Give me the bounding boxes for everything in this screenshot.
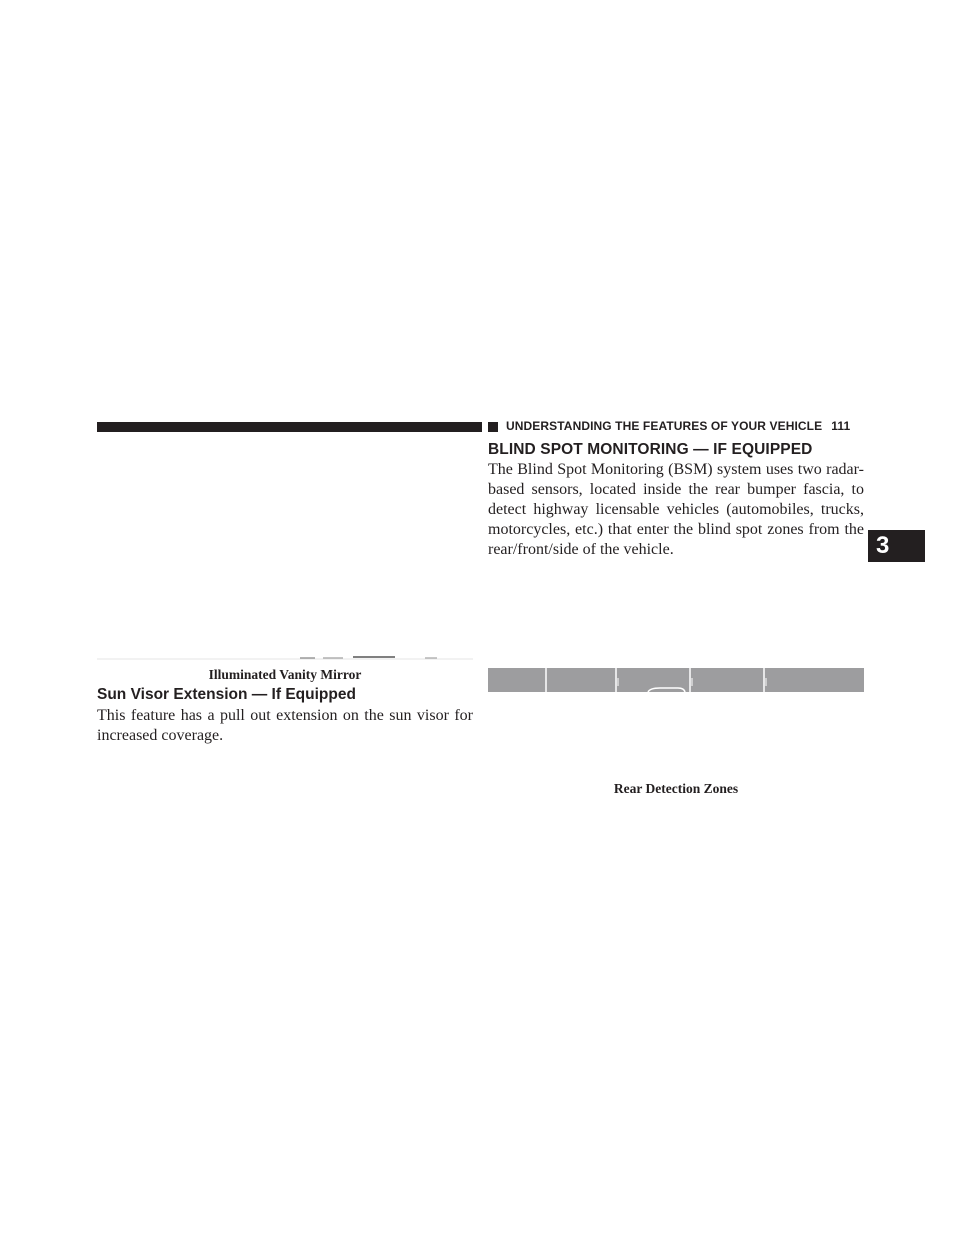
figure-caption-vanity-mirror: Illuminated Vanity Mirror: [208, 667, 362, 682]
page-number: 111: [831, 419, 851, 433]
header-title: UNDERSTANDING THE FEATURES OF YOUR VEHICLE: [506, 419, 823, 433]
vanity-mirror-illustration: [97, 434, 473, 660]
header-square-marker: [488, 422, 498, 432]
figure-caption-rear-detection-zones: Rear Detection Zones: [613, 781, 739, 796]
blind-spot-heading: BLIND SPOT MONITORING — IF EQUIPPED: [488, 441, 813, 458]
running-header: [506, 419, 866, 433]
header-rule: [97, 422, 482, 432]
sun-visor-heading: Sun Visor Extension — If Equipped: [97, 686, 356, 703]
chapter-number: 3: [876, 532, 890, 559]
chapter-tab: [868, 530, 925, 562]
sun-visor-paragraph: This feature has a pull out extension on the sun visor for increased coverage.: [97, 707, 473, 744]
blind-spot-paragraph: The Blind Spot Monitoring (BSM) system uses two radar-based sensors, located inside the rear bumper fascia, to detect highway licensable vehicles (automobiles, trucks, motorcycles, etc.) that enter the blind spot zones from the rear/front/side of the vehicle.: [488, 461, 864, 558]
rear-detection-zones-illustration: [488, 668, 864, 768]
